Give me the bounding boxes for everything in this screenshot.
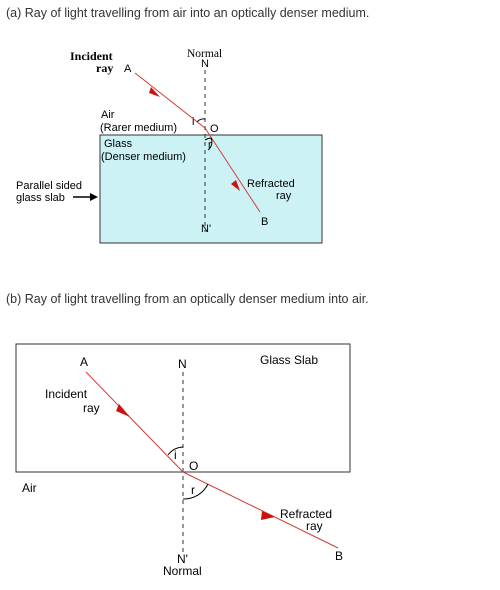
air-label-b: Air [22,481,37,495]
incident-ray-label-b: ray [83,401,100,415]
point-a-label-b: A [80,355,89,369]
normal-label-a: Normal [187,48,223,60]
glass-slab-label-b: Glass Slab [260,353,319,367]
incident-label-a: Incident [70,49,113,63]
air-label-a: Air [101,109,115,121]
angle-i-label-b: i [174,448,177,462]
point-a-label-a: A [124,63,132,75]
refracted-ray-label-a: ray [276,190,292,202]
point-o-label-b: O [189,459,199,473]
caption-a: (a) Ray of light travelling from air into an optically denser medium. [6,6,370,20]
point-o-label-a: O [210,123,219,135]
normal-n-prime-label-a: N' [201,223,212,235]
denser-medium-label-a: (Denser medium) [101,151,186,163]
refracted-label-a: Refracted [247,178,295,190]
angle-r-label-a: r [208,139,212,151]
angle-r-label-b: r [191,483,195,497]
caption-b: (b) Ray of light travelling from an optically denser medium into air. [6,292,369,306]
incident-ray-a [135,73,205,128]
slab-label-line2-a: glass slab [16,192,65,204]
angle-r-arc-b [183,484,208,499]
refracted-label-b: Refracted [280,507,333,521]
incident-label-b: Incident [45,387,88,401]
refracted-arrowhead-b [261,511,275,520]
slab-label-line1-a: Parallel sided [16,180,83,192]
normal-n-prime-label-b: N' [177,552,188,566]
angle-i-arc-a [197,119,205,122]
normal-n-label-b: N [178,357,187,371]
normal-label-b: Normal [163,564,202,578]
point-b-label-a: B [261,216,269,228]
refracted-ray-label-b: ray [306,519,323,533]
slab-pointer-arrowhead-a [90,193,98,201]
normal-n-label-a: N [201,58,209,70]
glass-label-a: Glass [104,138,133,150]
angle-i-label-a: i [192,116,195,128]
point-b-label-b: B [335,549,344,563]
rarer-medium-label-a: (Rarer medium) [100,122,178,134]
incident-ray-label-a: ray [96,61,114,75]
